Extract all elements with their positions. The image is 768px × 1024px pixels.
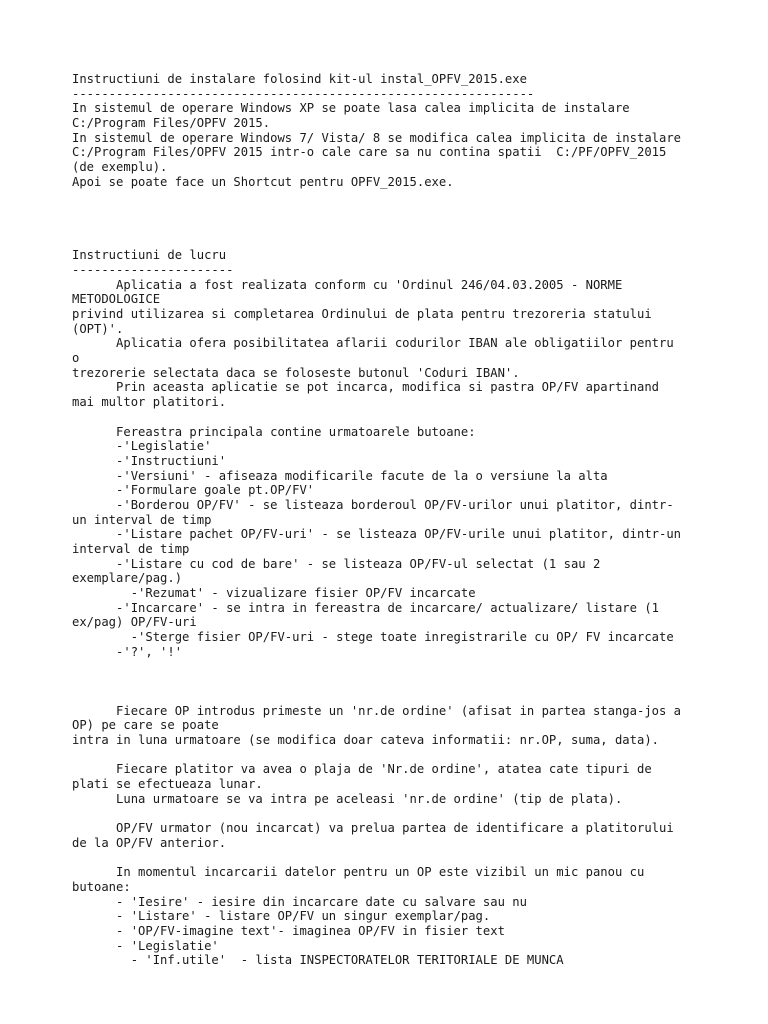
text-line: -'Borderou OP/FV' - se listeaza borderoul OP/FV-urilor unui platitor, dintr- bbox=[72, 497, 674, 512]
text-line: Apoi se poate face un Shortcut pentru OPFV_2015.exe. bbox=[72, 174, 454, 189]
text-line: - 'Inf.utile' - lista INSPECTORATELOR TERITORIALE DE MUNCA bbox=[72, 953, 564, 968]
text-line: -'Formulare goale pt.OP/FV' bbox=[72, 483, 315, 498]
text-line: ---------------------- bbox=[72, 262, 234, 277]
text-line bbox=[72, 204, 712, 219]
text-line: OP/FV urmator (nou incarcat) va prelua partea de identificare a platitorului bbox=[72, 821, 674, 836]
text-line: -'Listare pachet OP/FV-uri' - se listeaza OP/FV-urile unui platitor, dintr-un bbox=[72, 527, 682, 542]
text-line: -'Sterge fisier OP/FV-uri - stege toate inregistrarile cu OP/ FV incarcate bbox=[72, 630, 674, 645]
text-line: - 'Iesire' - iesire din incarcare date cu salvare sau nu bbox=[72, 894, 527, 909]
text-line: o bbox=[72, 351, 80, 366]
text-line: ex/pag) OP/FV-uri bbox=[72, 615, 197, 630]
text-line: Aplicatia ofera posibilitatea aflarii codurilor IBAN ale obligatiilor pentru bbox=[72, 336, 674, 351]
text-line: In momentul incarcarii datelor pentru un OP este vizibil un mic panou cu bbox=[72, 865, 645, 880]
text-line: plati se efectueaza lunar. bbox=[72, 777, 263, 791]
text-line bbox=[72, 660, 712, 675]
text-line: - 'Legislatie' bbox=[72, 938, 219, 953]
text-line bbox=[72, 410, 712, 425]
text-line: METODOLOGICE bbox=[72, 292, 161, 307]
text-line: Prin aceasta aplicatie se pot incarca, modifica si pastra OP/FV apartinand bbox=[72, 380, 659, 395]
text-line: - 'Listare' - listare OP/FV un singur exemplar/pag. bbox=[72, 909, 491, 924]
text-line bbox=[72, 850, 712, 865]
text-line bbox=[72, 748, 712, 763]
text-line: Aplicatia a fost realizata conform cu 'Ordinul 246/04.03.2005 - NORME bbox=[72, 277, 623, 292]
text-line bbox=[72, 674, 712, 689]
text-line: -'Listare cu cod de bare' - se listeaza OP/FV-ul selectat (1 sau 2 bbox=[72, 556, 601, 571]
text-line: un interval de timp bbox=[72, 512, 212, 527]
text-line: - 'OP/FV-imagine text'- imaginea OP/FV in fisier text bbox=[72, 923, 505, 938]
text-line: -'Legislatie' bbox=[72, 439, 212, 454]
text-line bbox=[72, 190, 712, 205]
text-line: (OPT)'. bbox=[72, 321, 124, 336]
text-line: -'?', '!' bbox=[72, 644, 183, 659]
text-line: de la OP/FV anterior. bbox=[72, 835, 227, 850]
text-line: OP) pe care se poate bbox=[72, 718, 219, 733]
text-line: Instructiuni de lucru bbox=[72, 248, 227, 263]
text-line: Instructiuni de instalare folosind kit-ul instal_OPFV_2015.exe bbox=[72, 72, 527, 86]
text-line bbox=[72, 689, 712, 704]
text-line: In sistemul de operare Windows XP se poate lasa calea implicita de instalare bbox=[72, 101, 630, 116]
text-line: Fiecare platitor va avea o plaja de 'Nr.de ordine', atatea cate tipuri de bbox=[72, 762, 652, 777]
text-line: butoane: bbox=[72, 879, 131, 894]
text-line: mai multor platitori. bbox=[72, 395, 227, 410]
text-line: privind utilizarea si completarea Ordinului de plata pentru trezoreria statului bbox=[72, 307, 652, 321]
text-line: Fereastra principala contine urmatoarele butoane: bbox=[72, 424, 476, 439]
text-line: C:/Program Files/OPFV 2015 intr-o cale care sa nu contina spatii C:/PF/OPFV_2015 bbox=[72, 145, 667, 160]
text-line: In sistemul de operare Windows 7/ Vista/ 8 se modifica calea implicita de instalare bbox=[72, 130, 682, 145]
text-line bbox=[72, 219, 712, 234]
text-line: (de exemplu). bbox=[72, 160, 168, 175]
text-line: -'Instructiuni' bbox=[72, 453, 227, 468]
text-line bbox=[72, 806, 712, 821]
text-line: -'Versiuni' - afiseaza modificarile facute de la o versiune la alta bbox=[72, 468, 608, 483]
text-line: exemplare/pag.) bbox=[72, 571, 183, 586]
text-line: --------------------------------------------------------------- bbox=[72, 86, 535, 101]
text-line: trezorerie selectata daca se foloseste butonul 'Coduri IBAN'. bbox=[72, 365, 520, 380]
text-line bbox=[72, 234, 712, 249]
text-line: -'Incarcare' - se intra in fereastra de incarcare/ actualizare/ listare (1 bbox=[72, 600, 659, 615]
text-line: interval de timp bbox=[72, 542, 190, 556]
text-line: C:/Program Files/OPFV 2015. bbox=[72, 116, 271, 131]
text-line: -'Rezumat' - vizualizare fisier OP/FV incarcate bbox=[72, 586, 476, 601]
text-line: Fiecare OP introdus primeste un 'nr.de ordine' (afisat in partea stanga-jos a bbox=[72, 703, 682, 718]
document-text bbox=[72, 72, 712, 968]
text-line: Luna urmatoare se va intra pe aceleasi 'nr.de ordine' (tip de plata). bbox=[72, 791, 623, 806]
text-line: intra in luna urmatoare (se modifica doar cateva informatii: nr.OP, suma, data). bbox=[72, 732, 659, 747]
